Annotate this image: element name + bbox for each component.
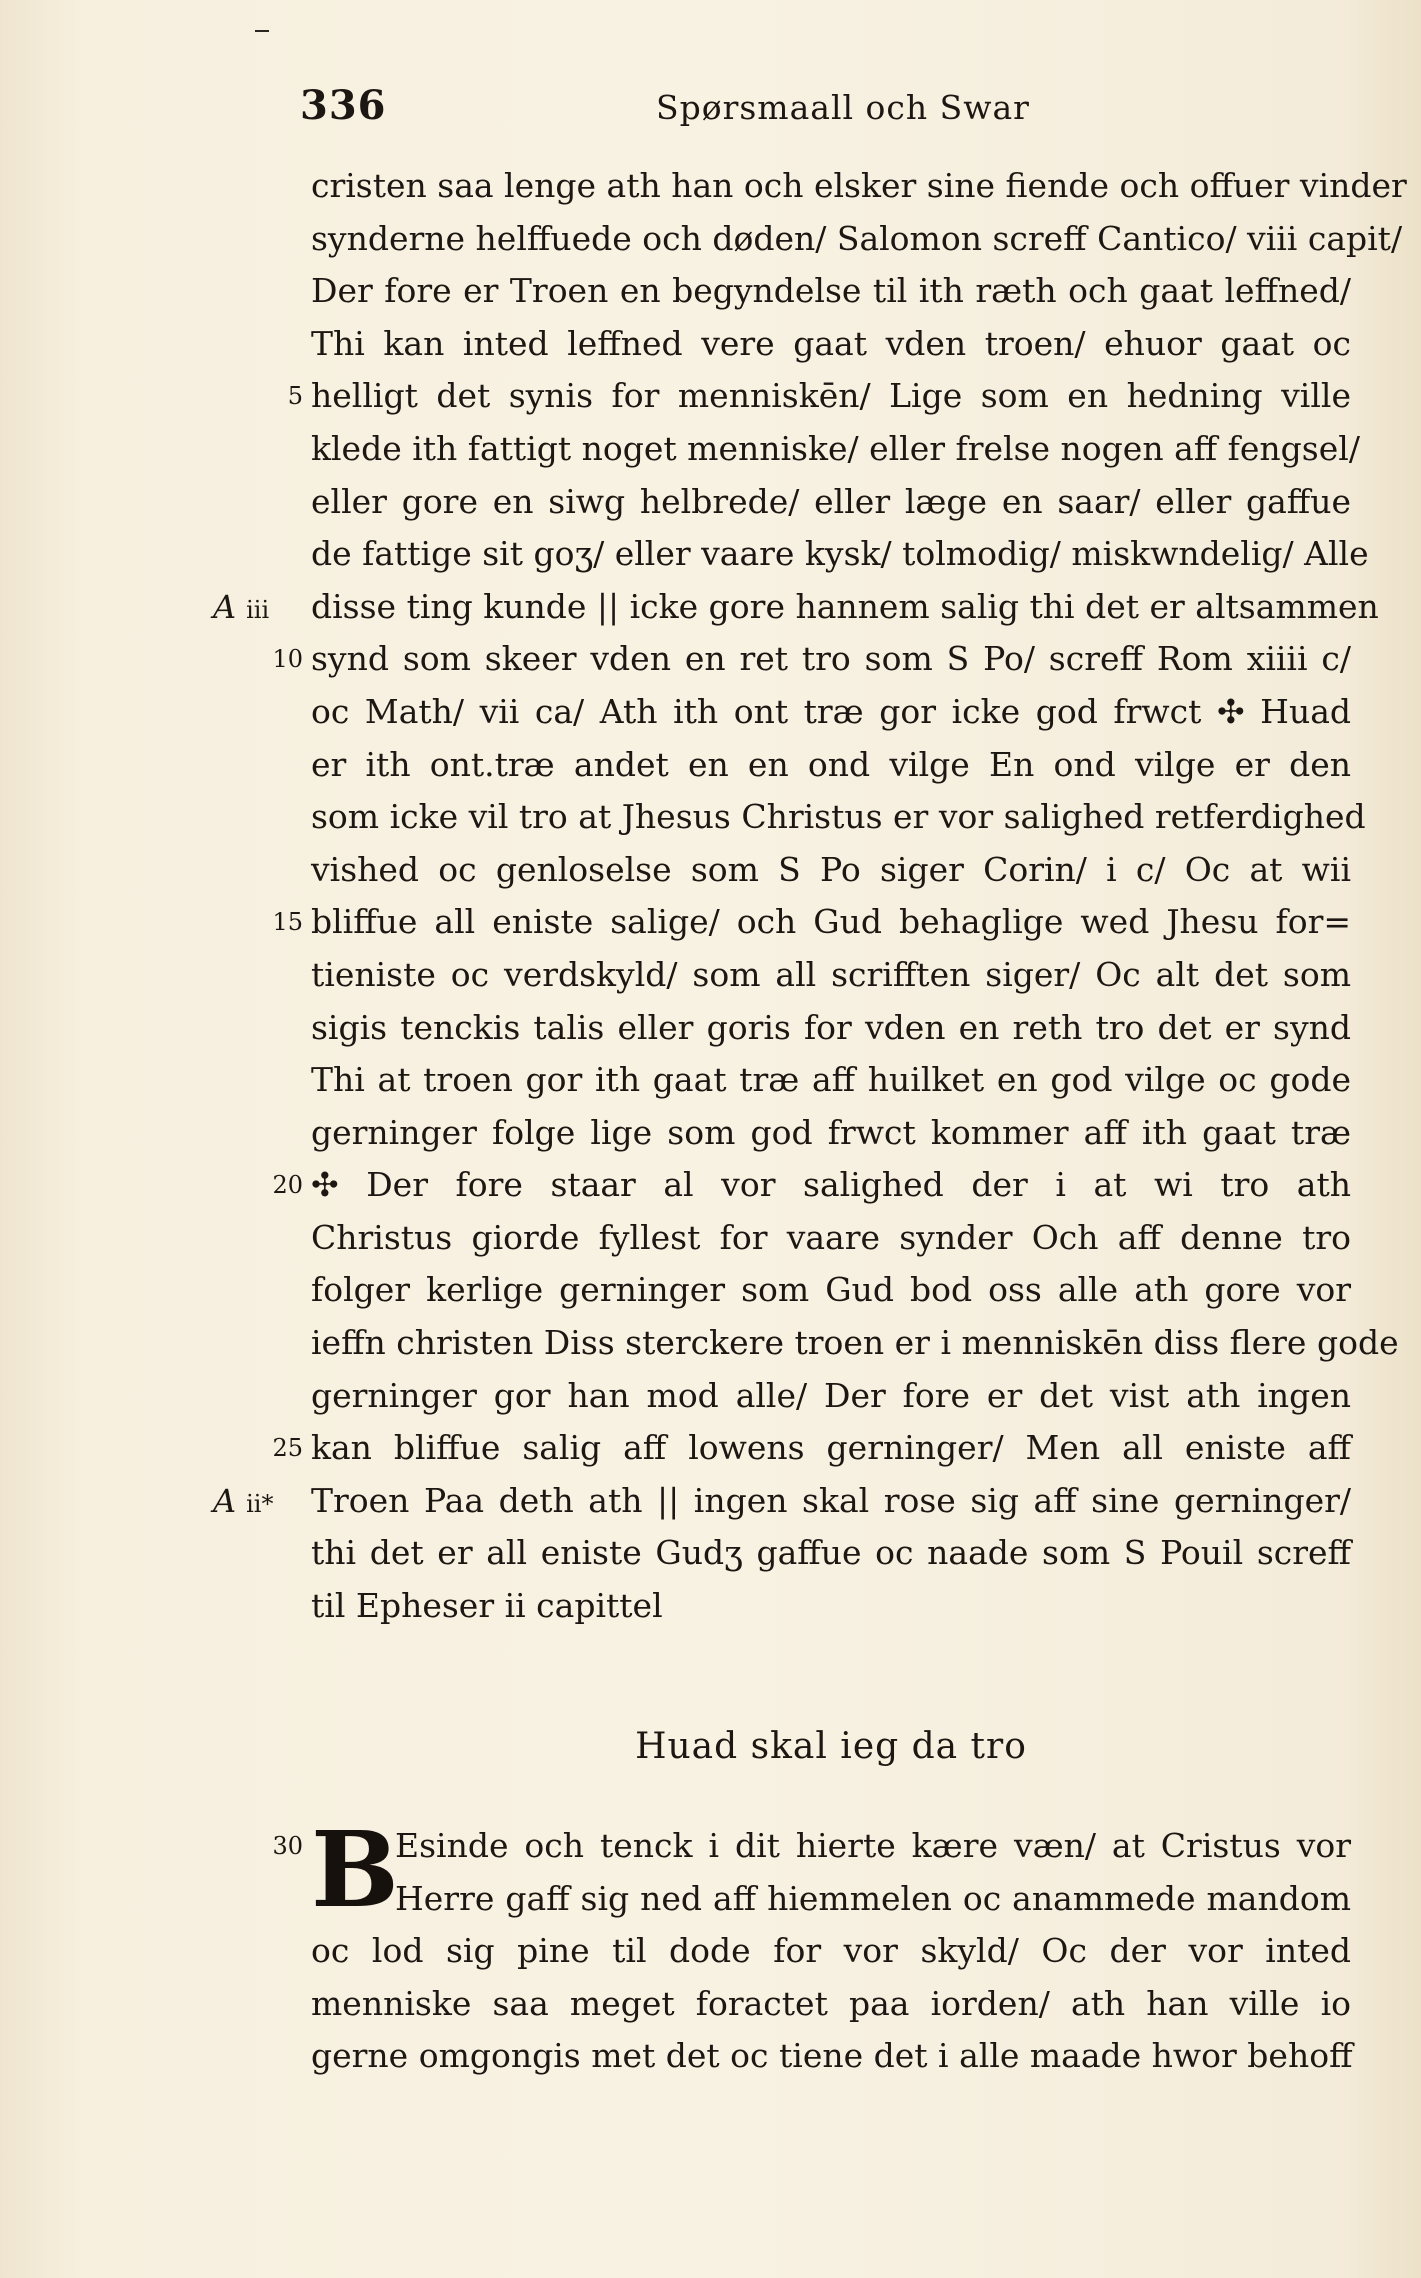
text-line [311,423,1360,476]
signature-letter: A [213,587,237,626]
running-title: Spørsmaall och Swar [656,88,1030,127]
text-line-content: cristen saa lenge ath han och elsker sine fiende och offuer vinder [311,166,1407,205]
text-line [311,476,1351,529]
text-line [311,1527,1351,1580]
body-text [213,160,1407,1633]
text-line-content: gerne omgongis met det oc tiene det i alle maade hwor behoff [311,2036,1353,2076]
line-number: 10 [272,645,303,674]
text-line-content: til Epheser ii capittel [311,1586,663,1626]
line-number: 15 [272,908,303,937]
text-line [311,1264,1351,1317]
text-line [311,844,1351,897]
text-line [311,213,1403,266]
text-line-content: helligt det synis for menniskēn/ Lige som en hedning ville [311,376,1351,416]
text-line-content: thi det er all eniste Gudʒ gaffue oc naade som S Pouil screff [311,1533,1351,1573]
text-line [272,633,1351,686]
text-line-content: vished oc genloselse som S Po siger Corin/ i c/ Oc at wii [311,849,1351,889]
text-line [311,791,1366,844]
text-line [311,1873,1351,1926]
text-line [311,1212,1351,1265]
text-line-content: klede ith fattigt noget menniske/ eller frelse nogen aff fengsel/ [311,428,1360,468]
text-line [272,896,1351,949]
text-line-content: Troen Paa deth ath || ingen skal rose sig aff sine gerninger/ [311,1480,1351,1520]
signature-number: ii* [246,1489,274,1518]
section-huad-skal-ieg-da-tro [272,1712,1353,2083]
text-line-content: Christus giorde fyllest for vaare synder Och aff denne tro [311,1217,1351,1257]
text-line-content: som icke vil tro at Jhesus Christus er vor salighed retferdighed [311,797,1366,837]
text-line [311,1054,1351,1107]
text-line [311,1317,1399,1370]
page-edge-mark [255,30,269,32]
line-number: 30 [272,1832,303,1860]
signature-marker [213,1475,293,1531]
page-number: 336 [300,82,387,129]
text-line-content: tieniste oc verdskyld/ som all scrifften siger/ Oc alt det som [311,954,1351,994]
text-line-content: folger kerlige gerninger som Gud bod oss alle ath gore vor [311,1270,1351,1310]
text-line [311,686,1351,739]
text-line-content: kan bliffue salig aff lowens gerninger/ Men all eniste aff [311,1428,1351,1468]
text-line-content: oc lod sig pine til dode for vor skyld/ Oc der vor inted [311,1931,1351,1971]
text-line [311,318,1351,371]
text-line-content: disse ting kunde || icke gore hannem salig thi det er altsammen [311,586,1379,626]
text-line [311,1580,1351,1633]
text-line-content: bliffue all eniste salige/ och Gud behaglige wed Jhesu for= [311,902,1351,942]
text-line-content: gerninger folge lige som god frwct kommer aff ith gaat træ [311,1112,1351,1152]
text-line [311,1107,1351,1160]
text-line [287,370,1351,423]
text-line [311,949,1351,1002]
text-line-content: ✣ Der fore staar al vor salighed der i at wi tro ath [311,1165,1351,1205]
line-number: 25 [272,1434,303,1463]
text-line-content: de fattige sit goʒ/ eller vaare kysk/ tolmodig/ miskwndelig/ Alle [311,534,1369,574]
text-line-content: ieffn christen Diss sterckere troen er i menniskēn diss flere gode [311,1323,1399,1363]
section-heading: Huad skal ieg da tro [635,1726,1027,1767]
text-line-content: eller gore en siwg helbrede/ eller læge en saar/ eller gaffue [311,481,1351,521]
text-line-content: er ith ont.træ andet en en ond vilge En ond vilge er den [311,744,1351,784]
section-paragraph [272,1808,1353,2083]
text-line-content: Thi kan inted leffned vere gaat vden troen/ ehuor gaat oc [311,323,1351,363]
text-line [311,1820,1351,1873]
text-line [311,2030,1351,2083]
text-line [213,581,1379,634]
text-line-content: Esinde och tenck i dit hierte kære væn/ at Cristus vor [395,1826,1351,1865]
text-line [311,739,1351,792]
text-line-content: menniske saa meget foractet paa iorden/ ath han ville io [311,1983,1351,2023]
text-line [311,1925,1351,1978]
text-line-content: sigis tenckis talis eller goris for vden en reth tro det er synd [311,1007,1351,1047]
drop-initial: B [311,1808,399,1931]
text-line-content: Thi at troen gor ith gaat træ aff huilket en god vilge oc gode [311,1060,1351,1100]
signature-number: iii [246,595,270,624]
line-number: 20 [272,1171,303,1200]
text-line [311,160,1407,213]
text-line [213,1475,1351,1528]
text-line [272,1422,1351,1475]
text-line [311,1978,1351,2031]
signature-letter: A [213,1481,237,1520]
page-header [300,82,1350,132]
text-line [272,1159,1351,1212]
signature-marker [213,581,293,637]
line-number: 5 [287,382,303,411]
text-line-content: synderne helffuede och døden/ Salomon screff Cantico/ viii capit/ [311,218,1403,258]
text-line [311,1002,1351,1055]
text-line-content: synd som skeer vden en ret tro som S Po/ screff Rom xiiii c/ [311,639,1351,679]
text-line-content: oc Math/ vii ca/ Ath ith ont træ gor icke god frwct ✣ Huad [311,691,1351,731]
text-line [311,1370,1351,1423]
text-line-content: Der fore er Troen en begyndelse til ith ræth och gaat leffned/ [311,271,1351,311]
text-line-content: gerninger gor han mod alle/ Der fore er det vist ath ingen [311,1375,1351,1415]
text-line [311,265,1351,318]
text-line [311,528,1369,581]
text-line-content: Herre gaff sig ned aff hiemmelen oc anammede mandom [395,1878,1351,1918]
